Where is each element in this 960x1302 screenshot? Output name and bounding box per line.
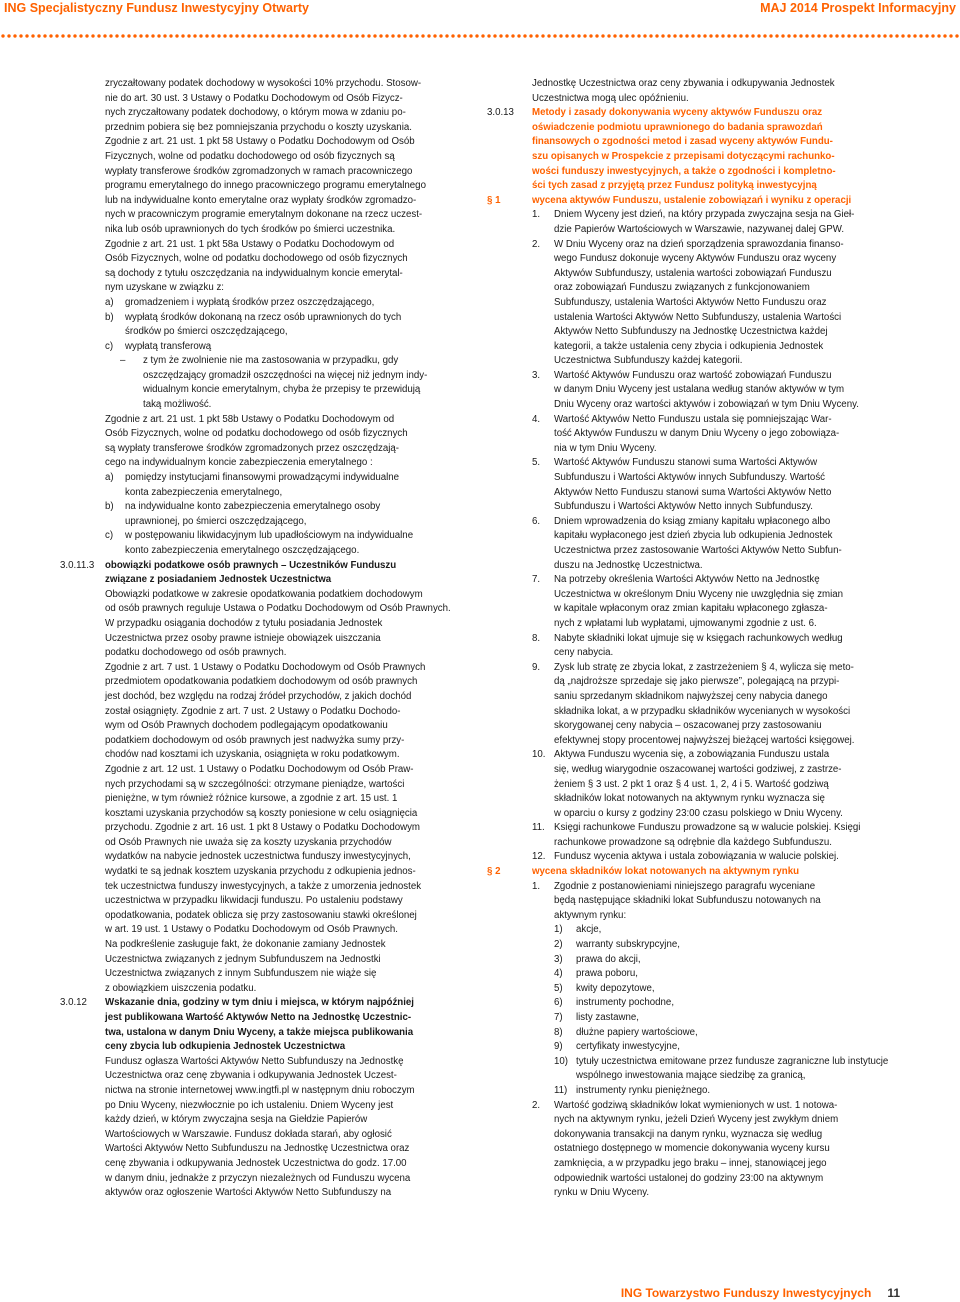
text-line: Na podkreślenie zasługuje fakt, że dokonanie zamiany Jednostek: [105, 939, 386, 951]
list-marker: 4.: [532, 413, 541, 425]
section-3-0-11-3-heading: [60, 559, 475, 588]
list-item: [554, 1011, 907, 1026]
text-line: rachunkowe prowadzone są odrębnie dla każdego Subfunduszu.: [554, 836, 832, 848]
text-line: prawa poboru,: [576, 968, 638, 980]
list-marker: 8.: [532, 632, 541, 644]
text-line: nika lub osób uprawnionych do tych środków po śmierci uczestnika.: [105, 223, 396, 235]
text-line: ustalenia Wartości Aktywów Netto Subfunduszy, ustalenia Wartości: [554, 311, 842, 323]
text-line: Wartości Aktywów Netto Subfunduszu na Jednostkę Uczestnictwa oraz: [105, 1143, 410, 1155]
text-line: instrumenty rynku pieniężnego.: [576, 1084, 711, 1096]
text-line: w danym dniu, jednakże z przyczyn niezależnych od Funduszu wycena: [105, 1172, 411, 1184]
list-marker: 3): [554, 953, 563, 965]
list-item: [532, 573, 907, 631]
list-item: [532, 661, 907, 749]
text-line: wydatki te są jednak kosztem uzyskania przychodu z odkupienia jednos-: [105, 866, 416, 878]
section-title: [532, 106, 907, 194]
list-marker: c): [105, 530, 114, 542]
text-line: duszu na Jednostkę Uczestnictwa.: [554, 559, 703, 571]
list-item: [532, 515, 907, 573]
text-line: kosztami uzyskania przychodów są koszty poniesione w celu osiągnięcia: [105, 807, 418, 819]
list-item: [532, 369, 907, 413]
text-line: ści tych zasad z przyjętą przez Fundusz polityką inwestycyjną: [532, 180, 817, 192]
text-line: Dniu Wyceny oraz wartości aktywów i zobowiązań w tym Dniu Wyceny.: [554, 399, 859, 411]
text-line: konta zabezpieczenia emerytalnego,: [125, 486, 283, 498]
text-line: Aktywów Subfunduszy, ustalenia wartości zobowiązań Funduszu: [554, 267, 832, 279]
text-line: tek uczestnictwa funduszy inwestycyjnych, a także z umorzenia jednostek: [105, 880, 422, 892]
text-line: są wypłaty transferowe środków zgromadzonych przez oszczędzają-: [105, 442, 399, 454]
section-number: 3.0.12: [60, 997, 87, 1009]
text-line: Zgodnie z art. 12 ust. 1 Ustawy o Podatku Dochodowym od Osób Praw-: [105, 763, 414, 775]
text-line: listy zastawne,: [576, 1012, 639, 1023]
list-marker: 6.: [532, 515, 541, 527]
text-line: podatkiem dochodowym od osób prawnych jest nadwyżka sumy przy-: [105, 734, 405, 746]
text-line: Uczestnictwa przez zastosowanie Wartości Aktywów Netto Subfun-: [554, 545, 842, 556]
text-line: od osób prawnych reguluje Ustawa o Podatku Dochodowym od Osób Prawnych.: [105, 603, 451, 615]
text-line: twa, ustalona w danym Dniu Wyceny, a także miejsca publikowania: [105, 1026, 414, 1038]
list-marker: a): [105, 472, 114, 484]
header-fund-name: ING Specjalistyczny Fundusz Inwestycyjny Otwarty: [4, 1, 309, 15]
list-item: [532, 1099, 907, 1201]
text-line: zamknięcia, a w przypadku jego braku – innej, stanowiącej jego: [554, 1157, 827, 1169]
text-line: jest dochód, bez względu na rodzaj źródeł przychodów, z jakich dochód: [105, 690, 412, 702]
text-line: ostatniego dostępnego w momencie dokonywania wyceny kursu: [554, 1143, 830, 1155]
paragraph-title: wycena aktywów Funduszu, ustalenie zobowiązań i wyniku z operacji: [532, 194, 852, 206]
text-line: dokonywania transakcji na danym rynku, wyznacza się według: [554, 1128, 823, 1140]
list-item: [554, 938, 907, 953]
text-line: wypłatą transferową: [125, 340, 212, 352]
list-item: [105, 296, 475, 311]
list-item: [532, 238, 907, 369]
text-line: Wskazanie dnia, godziny w tym dniu i miejsca, w którym najpóźniej: [105, 997, 414, 1009]
list-item: [554, 953, 907, 968]
text-line: odpowiednik wartości ustalonej do godziny 23:00 na aktywnym: [554, 1172, 824, 1184]
list-item: [532, 456, 907, 514]
text-line: w danym Dniu Wyceny jest ustalana według stanów aktywów w tym: [554, 384, 845, 396]
text-line: wego Fundusz dokonuje wyceny Aktywów Funduszu oraz wyceny: [554, 253, 837, 265]
list-marker: 9.: [532, 661, 541, 673]
paragraph-58b: [60, 413, 475, 471]
paragraph-title: wycena składników lokat notowanych na aktywnym rynku: [532, 866, 800, 878]
paragraph-mark: § 1: [487, 194, 501, 206]
text-line: gromadzeniem i wypłatą środków przez oszczędzającego,: [125, 296, 375, 308]
paragraph-mark: § 2: [487, 866, 501, 878]
text-line: Fizycznych, wolne od podatku dochodowego od osób fizycznych są: [105, 150, 395, 162]
text-line: oszczędzający gromadził oszczędności na więcej niż jednym indy-: [143, 369, 428, 381]
section-3-0-12-heading: [60, 996, 475, 1054]
text-line: Uczestnictwa w określonym Dniu Wyceny nie uwzględnia się zmian: [554, 588, 844, 600]
text-line: opodatkowania, podatek oblicza się przy zastosowaniu stawki określonej: [105, 909, 417, 921]
list-58b: [60, 471, 475, 559]
page-header: [0, 0, 960, 19]
text-line: nym uzyskane w związku z:: [105, 282, 224, 294]
text-line: przedmiotem opodatkowania podatkiem dochodowym od osób prawnych: [105, 676, 418, 688]
text-line: z obowiązkiem uiszczenia podatku.: [105, 982, 257, 994]
intro-paragraph: [487, 77, 907, 106]
text-line: wości funduszy inwestycyjnych, a także o zgodności i kompletno-: [532, 165, 836, 177]
section-number: 3.0.13: [487, 107, 514, 119]
header-date-document: MAJ 2014 Prospekt Informacyjny: [760, 1, 956, 15]
list-marker: 11.: [532, 822, 545, 834]
text-line: taką możliwość.: [143, 399, 212, 411]
list-item: [554, 1026, 907, 1041]
dash-marker: –: [120, 355, 126, 367]
text-line: dzie Papierów Wartościowych w Warszawie, nazywanej dalej GPW.: [554, 223, 845, 235]
text-line: W przypadku osiągania dochodów z tytułu posiadania Jednostek: [105, 617, 383, 629]
text-line: związane z posiadaniem Jednostek Uczestnictwa: [105, 574, 332, 586]
text-line: każdy dzień, w którym zwyczajna sesja na Giełdzie Papierów: [105, 1114, 368, 1126]
text-line: oraz zobowiązań Funduszu związanych z funkcjonowaniem: [554, 282, 810, 294]
text-line: kapitału wypłaconego jest dzień zbycia lub odkupienia Jednostek: [554, 530, 833, 542]
text-line: Zgodnie z postanowieniami niniejszego paragrafu wyceniane: [554, 880, 816, 892]
list-marker: a): [105, 296, 114, 308]
text-line: rynku w Dniu Wyceny.: [554, 1187, 650, 1199]
text-line: cego na indywidualnym koncie zabezpieczenia emerytalnego :: [105, 457, 373, 469]
list-marker: 7): [554, 1012, 563, 1023]
text-line: Zgodnie z art. 21 ust. 1 pkt 58 Ustawy o Podatku Dochodowym od Osób: [105, 136, 415, 148]
text-line: lub na indywidualne konto emerytalne oraz wypłaty środków zgromadzo-: [105, 194, 417, 206]
text-line: w art. 19 ust. 1 Ustawy o Podatku Dochodowym od Osób Prawnych.: [105, 924, 398, 936]
text-line: Aktywów Netto Subfunduszy na Jednostkę Uczestnictwa każdej: [554, 326, 828, 338]
page-number: 11: [887, 1286, 900, 1300]
intro-paragraph: [60, 77, 475, 296]
list-marker: 5.: [532, 457, 541, 469]
list-item: [532, 748, 907, 821]
text-line: Wartościowych w Warszawie. Fundusz dokłada starań, aby ogłosić: [105, 1128, 392, 1140]
list-marker: 6): [554, 997, 563, 1009]
right-column: [487, 77, 907, 1201]
text-line: prawa do akcji,: [576, 953, 641, 965]
list-marker: 8): [554, 1026, 563, 1038]
text-line: Nabyte składniki lokat ujmuje się w księgach rachunkowych według: [554, 632, 843, 644]
text-line: Osób Fizycznych, wolne od podatku dochodowego od osób fizycznych: [105, 428, 408, 440]
text-line: chodów nad kosztami ich uzyskania, osiągnięta w roku podatkowym.: [105, 749, 400, 761]
text-line: Uczestnictwa związanych z innym Subfunduszem nie wiąże się: [105, 968, 377, 980]
text-line: pieniężne, w tym również różnice kursowe, a zgodnie z art. 15 ust. 1: [105, 793, 398, 805]
text-line: będą następujące składniki lokat Subfunduszu notowanych na: [554, 895, 821, 907]
list-marker: 4): [554, 968, 563, 980]
list-item: [554, 1040, 907, 1055]
text-line: Subfunduszu i Wartości Aktywów innych Subfunduszy. Wartość: [554, 472, 826, 484]
list-item: [532, 821, 907, 850]
text-line: Uczestnictwa oraz cenę zbywania i odkupywania Jednostek Uczest-: [105, 1070, 397, 1082]
text-line: finansowych o zgodności metod i zasad wyceny aktywów Fundu-: [532, 136, 833, 148]
text-line: od Osób Prawnych nie uważa się za koszty uzyskania przychodów: [105, 836, 392, 848]
text-line: Jednostkę Uczestnictwa oraz ceny zbywania i odkupywania Jednostek: [532, 78, 835, 89]
text-line: Osób Fizycznych, wolne od podatku dochodowego od osób fizycznych: [105, 253, 408, 265]
paragraph-1-items: [487, 208, 907, 865]
text-line: nych przychodami są w szczególności: otrzymane pieniądze, wartości: [105, 778, 405, 790]
text-line: oświadczenie podmiotu uprawnionego do badania sprawozdań: [532, 121, 823, 133]
text-line: wypłatą środków dokonaną na rzecz osób uprawnionych do tych: [125, 311, 402, 323]
text-line: Dniem wprowadzenia do ksiąg zmiany kapitału wpłaconego albo: [554, 515, 831, 527]
text-line: nictwa na stronie internetowej www.ingtfi.pl w następnym dniu roboczym: [105, 1084, 415, 1096]
text-line: w postępowaniu likwidacyjnym lub upadłościowym na indywidualne: [125, 530, 414, 542]
text-line: Zgodnie z art. 21 ust. 1 pkt 58a Ustawy o Podatku Dochodowym od: [105, 238, 395, 250]
text-line: Uczestnictwa Subfunduszy każdej kategorii.: [554, 355, 743, 367]
text-line: zryczałtowany podatek dochodowy w wysokości 10% przychodu. Stosow-: [105, 78, 422, 89]
text-line: certyfikaty inwestycyjne,: [576, 1041, 680, 1053]
text-line: składnika lokat, a w przypadku składników wycenianych w wysokości: [554, 705, 851, 717]
list-marker: 2.: [532, 1099, 541, 1111]
text-line: obowiązki podatkowe osób prawnych – Uczestników Funduszu: [105, 559, 397, 571]
text-line: nych z wpłatami lub wypłatami, ujmowanymi zgodnie z ust. 6.: [554, 617, 817, 629]
list-item: [105, 340, 475, 355]
list-item: [554, 1084, 907, 1099]
text-line: został osiągnięty. Zgodnie z art. 7 ust. 2 Ustawy o Podatku Dochodo-: [105, 705, 401, 717]
footer-company: ING Towarzystwo Funduszy Inwestycyjnych: [620, 1286, 872, 1300]
section-3-0-13-heading: [487, 106, 907, 194]
paragraph-1-heading: [487, 194, 907, 209]
text-line: widualnym koncie emerytalnym, chyba że przepisy te przewidują: [143, 384, 421, 396]
list-item: [105, 529, 475, 558]
paragraph-2-items: [487, 880, 907, 1201]
list-item: [554, 996, 907, 1011]
text-line: Metody i zasady dokonywania wyceny aktywów Funduszu oraz: [532, 107, 823, 119]
paragraph-2-heading: [487, 865, 907, 880]
list-marker: 1.: [532, 880, 541, 892]
text-line: aktywnym rynku:: [554, 909, 627, 921]
text-line: wypłaty transferowe środków zgromadzonych w ramach pracowniczego: [105, 165, 413, 177]
text-line: nych zryczałtowany podatek dochodowy, o którym mowa w zdaniu po-: [105, 107, 406, 119]
list-marker: 7.: [532, 574, 541, 586]
list-marker: 2.: [532, 238, 541, 250]
page-footer: [621, 1286, 900, 1300]
text-line: są dochody z tytułu oszczędzania na indywidualnym koncie emerytal-: [105, 267, 403, 279]
text-line: przychodu. Zgodnie z art. 16 ust. 1 pkt 8 Ustawy o Podatku Dochodowym: [105, 822, 421, 834]
text-line: Fundusz wycenia aktywa i ustala zobowiązania w walucie polskiej.: [554, 851, 839, 863]
list-item: [532, 850, 907, 865]
list-marker: 1.: [532, 209, 541, 221]
text-line: Aktywa Funduszu wycenia się, a zobowiązania Funduszu ustala: [554, 749, 830, 761]
list-item: [554, 982, 907, 997]
text-line: składników lokat notowanych na aktywnym rynku wyznacza się: [554, 793, 825, 805]
list-marker: 10): [554, 1055, 569, 1067]
text-line: Aktywów Netto Funduszu stanowi suma Wartości Aktywów Netto: [554, 486, 832, 498]
text-line: Wartość Aktywów Netto Funduszu ustala się pomniejszając War-: [554, 413, 832, 425]
list-marker: b): [105, 501, 114, 513]
section-3-0-11-3-body: [60, 588, 475, 997]
text-line: szu opisanych w Prospekcie z przepisami dotyczącymi rachunko-: [532, 150, 835, 162]
section-3-0-12-body: [60, 1055, 475, 1201]
list-item: [105, 311, 475, 340]
text-line: wydatków na nabycie jednostek uczestnictwa funduszy inwestycyjnych,: [105, 851, 411, 863]
list-marker: b): [105, 311, 114, 323]
list-item: [532, 413, 907, 457]
text-line: instrumenty pochodne,: [576, 997, 675, 1009]
text-line: się, według wiarygodnie oszacowanej wartości godziwej, z zastrze-: [554, 763, 842, 775]
section-number: 3.0.11.3: [60, 559, 95, 571]
text-line: Subfunduszu i Wartości Aktywów Netto innych Subfunduszy.: [554, 501, 813, 513]
list-marker: 12.: [532, 851, 546, 863]
text-line: efektywnej stopy procentowej najwyższej bieżącej wartości księgowej.: [554, 734, 855, 746]
text-line: Księgi rachunkowe Funduszu prowadzone są w walucie polskiej. Księgi: [554, 822, 861, 834]
instrument-list: [532, 923, 907, 1098]
text-line: Wartość Aktywów Funduszu stanowi suma Wartości Aktywów: [554, 457, 818, 469]
text-line: jest publikowana Wartość Aktywów Netto na Jednostkę Uczestnic-: [105, 1012, 412, 1023]
text-line: wym od Osób Prawnych dochodem podlegającym opodatkowaniu: [105, 720, 388, 732]
list-item: [554, 923, 907, 938]
text-line: nia w tym Dniu Wyceny.: [554, 442, 657, 454]
text-line: z tym że zwolnienie nie ma zastosowania w przypadku, gdy: [143, 355, 399, 367]
list-item: [532, 880, 907, 924]
text-line: Subfunduszy, ustalenia Wartości Aktywów Netto Funduszu oraz: [554, 296, 827, 308]
list-marker: 2): [554, 939, 563, 951]
dash-item: [60, 354, 475, 412]
text-line: W Dniu Wyceny oraz na dzień sporządzenia sprawozdania finanso-: [554, 238, 844, 250]
list-item: [532, 208, 907, 237]
text-line: Fundusz ogłasza Wartości Aktywów Netto Subfunduszy na Jednostkę: [105, 1055, 404, 1067]
list-item: [554, 1055, 907, 1084]
text-line: programu emerytalnego do innego pracowniczego programu emerytalnego: [105, 180, 426, 192]
list-item: [105, 471, 475, 500]
text-line: Wartość godziwą składników lokat wymienionych w ust. 1 notowa-: [554, 1099, 838, 1111]
list-item: [554, 967, 907, 982]
text-line: Zgodnie z art. 7 ust. 1 Ustawy o Podatku Dochodowym od Osób Prawnych: [105, 661, 426, 673]
section-title: [105, 996, 475, 1054]
text-line: saniu sprzedanym składnikom najwyższej ceny nabycia danego: [554, 690, 828, 702]
list-item: [532, 632, 907, 661]
text-line: kwity depozytowe,: [576, 982, 655, 994]
text-line: żeniem § 3 ust. 2 pkt 1 oraz § 4 ust. 1, 2, 4 i 5. Wartość godziwą: [554, 778, 829, 790]
text-line: kategorii, a także ustalenia ceny zbycia i odkupienia Jednostek: [554, 340, 824, 352]
left-column: [60, 77, 475, 1201]
list-marker: 1): [554, 924, 563, 936]
text-line: ceny zbycia lub odkupienia Jednostek Uczestnictwa: [105, 1041, 346, 1053]
text-line: Wartość Aktywów Funduszu oraz wartość zobowiązań Funduszu: [554, 369, 832, 381]
list-marker: 3.: [532, 369, 541, 381]
text-line: dłużne papiery wartościowe,: [576, 1026, 698, 1038]
text-line: konto zabezpieczenia emerytalnego oszczędzającego.: [125, 545, 360, 556]
text-line: dą „najdroższe sprzedaje się jako pierwsze”, polegającą na przypi-: [554, 676, 840, 688]
text-line: Dniem Wyceny jest dzień, na który przypada zwyczajna sesja na Gieł-: [554, 209, 855, 221]
section-title: [105, 559, 475, 588]
text-line: na indywidualne konto zabezpieczenia emerytalnego osoby: [125, 501, 381, 513]
list-item: [105, 354, 475, 412]
text-line: po Dniu Wyceny, niezwłocznie po ich ustaleniu. Dniem Wyceny jest: [105, 1099, 394, 1111]
text-line: Zysk lub stratę ze zbycia lokat, z zastrzeżeniem § 4, wylicza się meto-: [554, 661, 854, 673]
list-marker: 11): [554, 1084, 568, 1096]
list-marker: 9): [554, 1041, 563, 1053]
text-line: uczestnictwa w przypadku likwidacji funduszu. Po ustaleniu podstawy: [105, 895, 403, 907]
text-line: przednim pobiera się bez pomniejszania przychodu o koszty uzyskania.: [105, 121, 412, 133]
dotted-divider: [0, 33, 960, 39]
text-line: w kapitale wpłaconym oraz zmian kapitału wpłaconego zgłasza-: [554, 603, 828, 615]
text-line: uprawnionej, po śmierci oszczędzającego,: [125, 515, 307, 527]
text-line: warranty subskrypcyjne,: [576, 939, 680, 951]
list-58a: [60, 296, 475, 354]
text-line: cenę zbywania i odkupywania Jednostek Uczestnictwa do godz. 17.00: [105, 1157, 407, 1169]
text-line: aktywów oraz ogłoszenie Wartości Aktywów Netto Subfunduszy na: [105, 1187, 392, 1199]
list-item: [105, 500, 475, 529]
list-marker: c): [105, 340, 114, 352]
list-marker: 5): [554, 982, 563, 994]
text-line: nych na aktywnym rynku, jeżeli Dzień Wyceny jest zwykłym dniem: [554, 1114, 839, 1126]
text-line: nie do art. 30 ust. 3 Ustawy o Podatku Dochodowym od Osób Fizycz-: [105, 92, 403, 104]
text-line: pomiędzy instytucjami finansowymi prowadzącymi indywidualne: [125, 472, 400, 484]
text-line: podatku dochodowego od osób prawnych.: [105, 647, 287, 659]
text-line: Na potrzeby określenia Wartości Aktywów Netto na Jednostkę: [554, 574, 820, 586]
text-line: Zgodnie z art. 21 ust. 1 pkt 58b Ustawy o Podatku Dochodowym od: [105, 413, 395, 425]
text-line: Uczestnictwa mogą ulec opóźnieniu.: [532, 92, 689, 104]
text-line: Uczestnictwa związanych z jednym Subfunduszem na Jednostki: [105, 953, 381, 965]
text-line: środków po śmierci oszczędzającego,: [125, 326, 288, 338]
text-line: tość Aktywów Funduszu w danym Dniu Wyceny o jego zobowiąza-: [554, 428, 840, 440]
text-line: Obowiązki podatkowe w zakresie opodatkowania podatkiem dochodowym: [105, 588, 423, 600]
text-line: Uczestnictwa przez osoby prawne istnieje obowiązek uiszczania: [105, 632, 381, 644]
text-line: ceny nabycia.: [554, 647, 614, 659]
list-marker: 10.: [532, 749, 546, 761]
text-line: akcje,: [576, 924, 602, 936]
text-line: nych w pracowniczym programie emerytalnym dokonane na rzecz uczest-: [105, 209, 423, 221]
text-line: skorygowanej ceny nabycia – oszacowanej przy zastosowaniu: [554, 720, 822, 732]
text-line: w oparciu o kursy z godziny 23:00 czasu polskiego w Dniu Wyceny.: [554, 807, 843, 819]
text-line: tytuły uczestnictwa emitowane przez fundusze zagraniczne lub instytucje wspólnego inwestowania mające siedzibę za granicą,: [576, 1055, 889, 1082]
